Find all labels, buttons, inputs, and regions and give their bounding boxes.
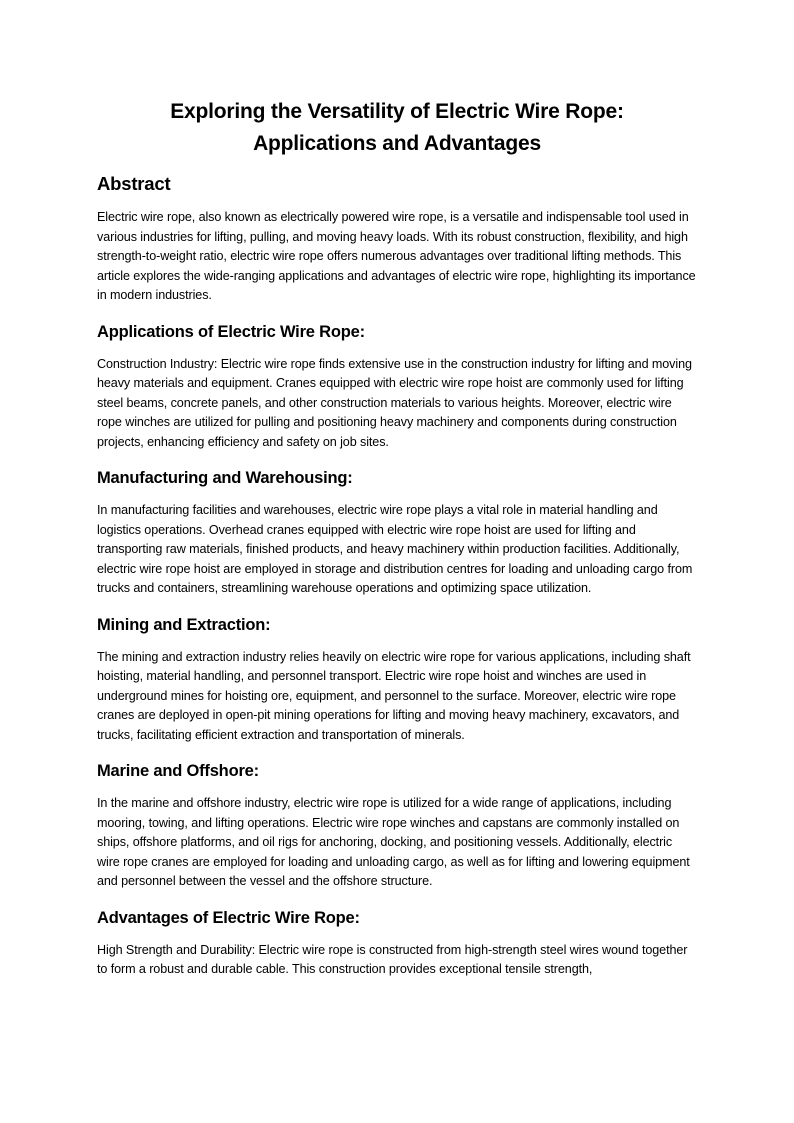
section-applications	[97, 320, 697, 453]
section-advantages	[97, 906, 697, 980]
document-page	[97, 96, 697, 980]
section-abstract	[97, 171, 697, 306]
document-title	[97, 96, 697, 160]
section-heading: Marine and Offshore:	[97, 762, 259, 780]
section-heading: Mining and Extraction:	[97, 615, 271, 634]
title-line-2: Applications and Advantages	[253, 132, 541, 155]
title-line-1: Exploring the Versatility of Electric Wire Rope:	[170, 100, 624, 123]
section-paragraph: Electric wire rope, also known as electrically powered wire rope, is a versatile and indispensable tool used in various industries for lifting, pulling, and moving heavy loads. With its robust construction, flexibility, and high strength-to-weight ratio, electric wire rope offers numerous advantages over traditional lifting methods. This article explores the wide-ranging applications and advantages of electric wire rope, highlighting its importance in modern industries.	[97, 210, 696, 302]
section-paragraph: High Strength and Durability: Electric wire rope is constructed from high-strength steel wires wound together to form a robust and durable cable. This construction provides exceptional tensile strength,	[97, 942, 688, 976]
section-heading: Advantages of Electric Wire Rope:	[97, 908, 360, 927]
section-paragraph: Construction Industry: Electric wire rope finds extensive use in the construction industry for lifting and moving heavy materials and equipment. Cranes equipped with electric wire rope hoist are commonly used for lifting steel beams, concrete panels, and other construction materials to various heights. Moreover, electric wire rope winches are utilized for pulling and positioning heavy machinery and components during construction projects, enhancing efficiency and safety on job sites.	[97, 356, 692, 449]
section-heading: Applications of Electric Wire Rope:	[97, 322, 365, 341]
section-mining	[97, 613, 697, 746]
section-heading: Abstract	[97, 173, 171, 194]
section-heading: Manufacturing and Warehousing:	[97, 469, 353, 487]
section-manufacturing	[97, 466, 697, 599]
section-paragraph: In manufacturing facilities and warehouses, electric wire rope plays a vital role in material handling and logistics operations. Overhead cranes equipped with electric wire rope hoist are used for lifting and transporting raw materials, finished products, and heavy machinery within production facilities. Additionally, electric wire rope hoist are employed in storage and distribution centres for loading and unloading cargo from trucks and containers, streamlining warehouse operations and optimizing space utilization.	[97, 503, 693, 595]
section-paragraph: The mining and extraction industry relies heavily on electric wire rope for various applications, including shaft hoisting, material handling, and personnel transport. Electric wire rope hoist and winches are used in underground mines for hoisting ore, equipment, and personnel to the surface. Moreover, electric wire rope cranes are deployed in open-pit mining operations for lifting and moving heavy machinery, excavators, and trucks, facilitating efficient extraction and transportation of minerals.	[97, 649, 691, 742]
section-marine	[97, 759, 697, 892]
section-paragraph: In the marine and offshore industry, electric wire rope is utilized for a wide range of applications, including mooring, towing, and lifting operations. Electric wire rope winches and capstans are commonly installed on ships, offshore platforms, and oil rigs for anchoring, docking, and positioning vessels. Additionally, electric wire rope cranes are employed for loading and unloading cargo, as well as for lifting and lowering equipment and personnel between the vessel and the offshore structure.	[97, 796, 690, 888]
